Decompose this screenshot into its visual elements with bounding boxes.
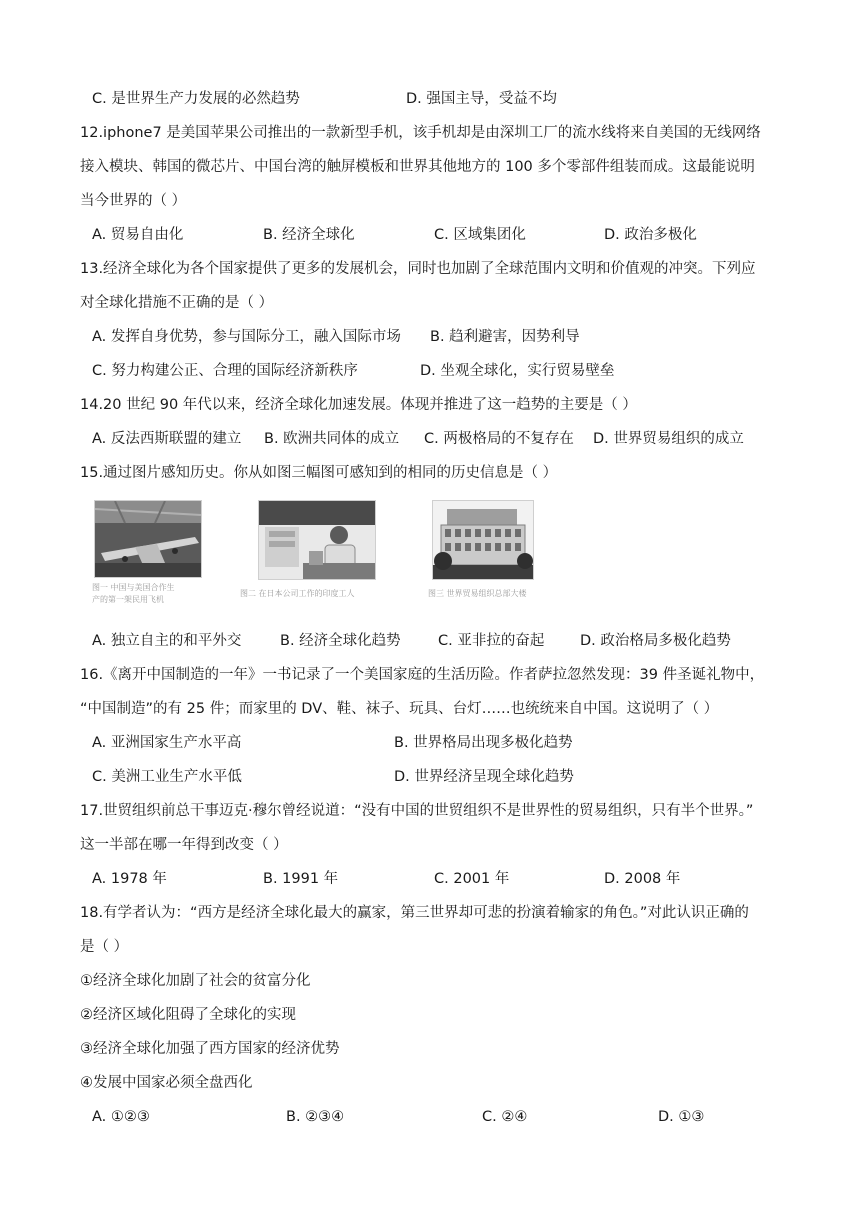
q14-option-d: D. 世界贸易组织的成立 xyxy=(593,431,744,447)
airplane-factory-image xyxy=(95,501,201,577)
q18-stem-line1: 18.有学者认为：“西方是经济全球化最大的赢家，第三世界却可悲的扮演着输家的角色。”对此认识正确的 xyxy=(80,905,749,921)
caption-photo-1b: 产的第一架民用飞机 xyxy=(92,595,164,604)
q18-statement-3: ③经济全球化加强了西方国家的经济优势 xyxy=(80,1041,340,1057)
q16-stem-line2: “中国制造”的有 25 件；而家里的 DV、鞋、袜子、玩具、台灯……也统统来自中国。这说明了（ ） xyxy=(80,701,719,717)
q15-stem: 15.通过图片感知历史。你从如图三幅图可感知到的相同的历史信息是（ ） xyxy=(80,465,558,481)
q13-option-d: D. 坐观全球化，实行贸易壁垒 xyxy=(420,363,615,379)
q13-option-a: A. 发挥自身优势，参与国际分工，融入国际市场 xyxy=(92,329,401,345)
q17-option-d: D. 2008 年 xyxy=(604,871,681,887)
q16-option-c: C. 美洲工业生产水平低 xyxy=(92,769,242,785)
q18-option-b: B. ②③④ xyxy=(286,1109,345,1125)
q18-statement-2: ②经济区域化阻碍了全球化的实现 xyxy=(80,1007,296,1023)
q16-option-a: A. 亚洲国家生产水平高 xyxy=(92,735,242,751)
q16-stem-line1: 16.《离开中国制造的一年》一书记录了一个美国家庭的生活历险。作者萨拉忽然发现：39 件圣诞礼物中， xyxy=(80,667,765,683)
caption-photo-1a: 图一 中国与美国合作生 xyxy=(92,583,175,592)
q18-stem-line2: 是（ ） xyxy=(80,939,129,955)
q13-stem-line1: 13.经济全球化为各个国家提供了更多的发展机会，同时也加剧了全球范围内文明和价值观的冲突。下列应 xyxy=(80,261,756,277)
q16-option-d: D. 世界经济呈现全球化趋势 xyxy=(394,769,574,785)
q18-statement-4: ④发展中国家必须全盘西化 xyxy=(80,1075,253,1091)
office-worker-image xyxy=(259,501,375,579)
photo-worker xyxy=(258,500,376,580)
q17-option-c: C. 2001 年 xyxy=(434,871,510,887)
q15-option-c: C. 亚非拉的奋起 xyxy=(438,633,545,649)
q18-statement-1: ①经济全球化加剧了社会的贫富分化 xyxy=(80,973,311,989)
q12-stem-line2: 接入模块、韩国的微芯片、中国台湾的触屏模板和世界其他地方的 100 多个零部件组装而成。这最能说明 xyxy=(80,159,755,175)
q12-stem-line3: 当今世界的（ ） xyxy=(80,193,187,209)
q12-option-a: A. 贸易自由化 xyxy=(92,227,184,243)
caption-photo-3: 图三 世界贸易组织总部大楼 xyxy=(428,589,527,598)
photo-wto-building xyxy=(432,500,534,580)
caption-photo-2: 图二 在日本公司工作的印度工人 xyxy=(240,589,355,598)
q18-option-a: A. ①②③ xyxy=(92,1109,150,1125)
q12-option-b: B. 经济全球化 xyxy=(263,227,355,243)
wto-building-image xyxy=(433,501,533,579)
q14-option-a: A. 反法西斯联盟的建立 xyxy=(92,431,242,447)
q15-option-b: B. 经济全球化趋势 xyxy=(280,633,401,649)
q18-option-d: D. ①③ xyxy=(658,1109,705,1125)
q12-option-c: C. 区域集团化 xyxy=(434,227,526,243)
q15-option-a: A. 独立自主的和平外交 xyxy=(92,633,242,649)
q14-option-b: B. 欧洲共同体的成立 xyxy=(264,431,400,447)
q12-option-d: D. 政治多极化 xyxy=(604,227,697,243)
q12-stem-line1: 12.iphone7 是美国苹果公司推出的一款新型手机，该手机却是由深圳工厂的流水线将来自美国的无线网络 xyxy=(80,125,761,141)
q13-option-c: C. 努力构建公正、合理的国际经济新秩序 xyxy=(92,363,358,379)
q13-option-b: B. 趋利避害，因势利导 xyxy=(430,329,580,345)
q14-stem: 14.20 世纪 90 年代以来，经济全球化加速发展。体现并推进了这一趋势的主要是（ ） xyxy=(80,397,637,413)
q18-option-c: C. ②④ xyxy=(482,1109,528,1125)
q16-option-b: B. 世界格局出现多极化趋势 xyxy=(394,735,573,751)
q11-option-c: C. 是世界生产力发展的必然趋势 xyxy=(92,91,300,107)
q17-option-b: B. 1991 年 xyxy=(263,871,339,887)
q14-option-c: C. 两极格局的不复存在 xyxy=(424,431,574,447)
q15-option-d: D. 政治格局多极化趋势 xyxy=(580,633,731,649)
q17-stem-line1: 17.世贸组织前总干事迈克·穆尔曾经说道：“没有中国的世贸组织不是世界性的贸易组织，只有半个世界。” xyxy=(80,803,754,819)
q13-stem-line2: 对全球化措施不正确的是（ ） xyxy=(80,295,274,311)
q17-stem-line2: 这一半部在哪一年得到改变（ ） xyxy=(80,837,288,853)
photo-airplane xyxy=(94,500,202,578)
q11-option-d: D. 强国主导，受益不均 xyxy=(406,91,557,107)
q17-option-a: A. 1978 年 xyxy=(92,871,167,887)
